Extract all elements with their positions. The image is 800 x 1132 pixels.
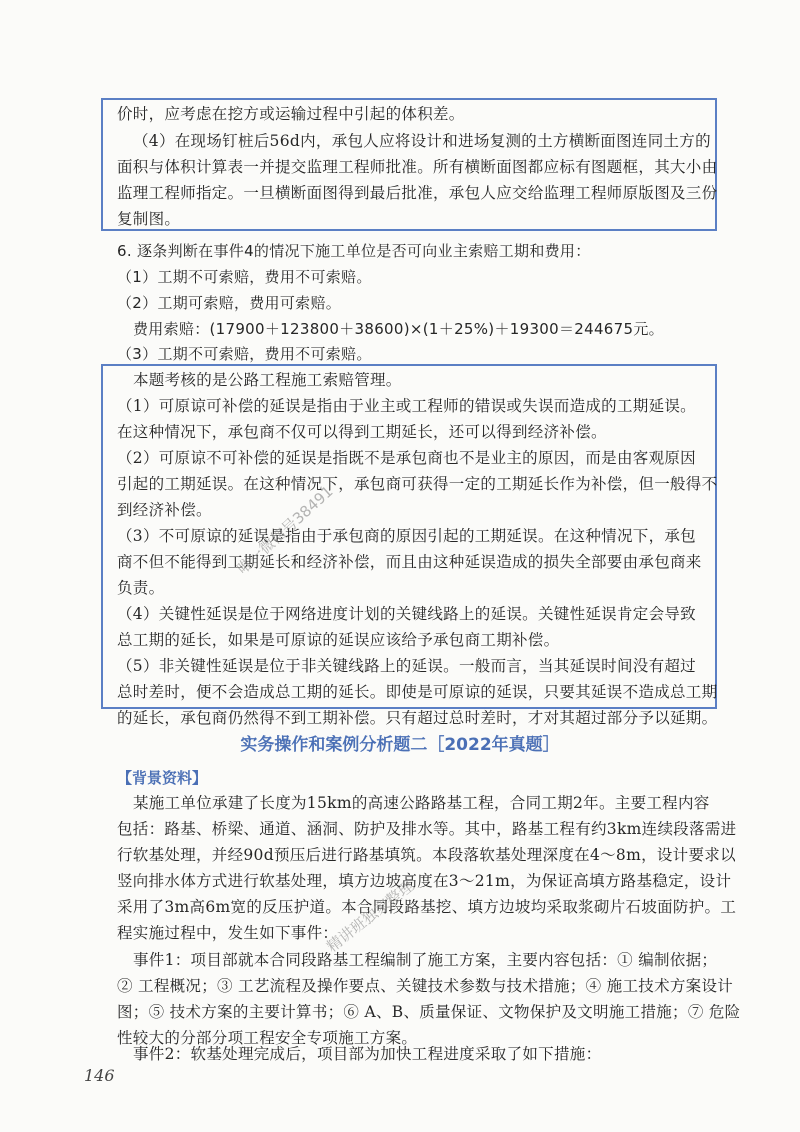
page-number: 146 bbox=[84, 1066, 115, 1085]
answer-calculation: 费用索赔：(17900＋123800＋38600)×(1＋25%)＋19300＝244675元。 bbox=[133, 320, 664, 338]
text-line: 负责。 bbox=[117, 579, 165, 597]
text-line: 性较大的分部分项工程安全专项施工方案。 bbox=[117, 1029, 418, 1047]
text-line: 到经济补偿。 bbox=[117, 501, 212, 519]
text-line: （3）不可原谅的延误是指由于承包商的原因引起的工期延误。在这种情况下，承包 bbox=[117, 527, 696, 545]
text-line: （2）可原谅不可补偿的延误是指既不是承包商也不是业主的原因，而是由客观原因 bbox=[117, 449, 696, 467]
watermark: 唯一微信号38491 bbox=[233, 482, 337, 578]
text-line: 本题考核的是公路工程施工索赔管理。 bbox=[133, 371, 402, 389]
text-line: 总工期的延长，如果是可原谅的延误应该给予承包商工期补偿。 bbox=[117, 631, 560, 649]
text-line: 行软基处理，并经90d预压后进行路基填筑。本段落软基处理深度在4～8m，设计要求以 bbox=[117, 846, 736, 864]
text-line: 在这种情况下，承包商不仅可以得到工期延长，还可以得到经济补偿。 bbox=[117, 423, 607, 441]
text-line: （5）非关键性延误是位于非关键线路上的延误。一般而言，当其延误时间没有超过 bbox=[117, 657, 696, 675]
section-heading: 实务操作和案例分析题二［2022年真题］ bbox=[240, 735, 560, 755]
text-line: 面积与体积计算表一并提交监理工程师批准。所有横断面图都应标有图题框，其大小由 bbox=[117, 158, 718, 176]
text-line: 价时，应考虑在挖方或运输过程中引起的体积差。 bbox=[117, 105, 465, 123]
background-label: 【背景资料】 bbox=[117, 769, 208, 787]
text-line: ② 工程概况；③ 工艺流程及操作要点、关键技术参数与技术措施；④ 施工技术方案设计 bbox=[117, 977, 734, 995]
text-line: （4）在现场钉桩后56d内，承包人应将设计和进场复测的土方横断面图连同土方的 bbox=[133, 132, 711, 150]
text-line: 竖向排水体方式进行软基处理，填方边坡高度在3～21m，为保证高填方路基稳定，设计 bbox=[117, 872, 732, 890]
text-line: （1）可原谅可补偿的延误是指由于业主或工程师的错误或失误而造成的工期延误。 bbox=[117, 397, 696, 415]
text-line: 的延长，承包商仍然得不到工期补偿。只有超过总时差时，才对其超过部分予以延期。 bbox=[117, 709, 718, 727]
text-line: 包括：路基、桥梁、通道、涵洞、防护及排水等。其中，路基工程有约3km连续段落需进 bbox=[117, 820, 737, 838]
text-line: 监理工程师指定。一旦横断面图得到最后批准，承包人应交给监理工程师原版图及三份 bbox=[117, 184, 718, 202]
text-line: 某施工单位承建了长度为15km的高速公路路基工程，合同工期2年。主要工程内容 bbox=[133, 794, 710, 812]
text-line: 事件1：项目部就本合同段路基工程编制了施工方案，主要内容包括：① 编制依据； bbox=[133, 951, 718, 969]
text-line: 商不但不能得到工期延长和经济补偿，而且由这种延误造成的损失全部要由承包商来 bbox=[117, 553, 702, 571]
answer-line: （1）工期不可索赔，费用不可索赔。 bbox=[117, 268, 372, 286]
watermark: 精讲班独家整理 bbox=[323, 876, 418, 956]
text-line: （4）关键性延误是位于网络进度计划的关键线路上的延误。关键性延误肯定会导致 bbox=[117, 605, 696, 623]
text-line: 事件2：软基处理完成后，项目部为加快工程进度采取了如下措施： bbox=[133, 1045, 602, 1063]
text-line: 图；⑤ 技术方案的主要计算书；⑥ A、B、质量保证、文物保护及文明施工措施；⑦ 危险 bbox=[117, 1003, 741, 1021]
answer-question: 6. 逐条判断在事件4的情况下施工单位是否可向业主索赔工期和费用： bbox=[117, 242, 591, 260]
text-line: 总时差时，便不会造成总工期的延长。即使是可原谅的延误，只要其延误不造成总工期 bbox=[117, 683, 718, 701]
text-line: 引起的工期延误。在这种情况下，承包商可获得一定的工期延长作为补偿，但一般得不 bbox=[117, 475, 718, 493]
text-line: 程实施过程中，发生如下事件： bbox=[117, 924, 339, 942]
answer-line: （3）工期不可索赔，费用不可索赔。 bbox=[117, 345, 372, 363]
answer-line: （2）工期可索赔，费用可索赔。 bbox=[117, 294, 342, 312]
text-line: 采用了3m高6m宽的反压护道。本合同段路基挖、填方边坡均采取浆砌片石坡面防护。工 bbox=[117, 898, 737, 916]
text-line: 复制图。 bbox=[117, 210, 181, 228]
